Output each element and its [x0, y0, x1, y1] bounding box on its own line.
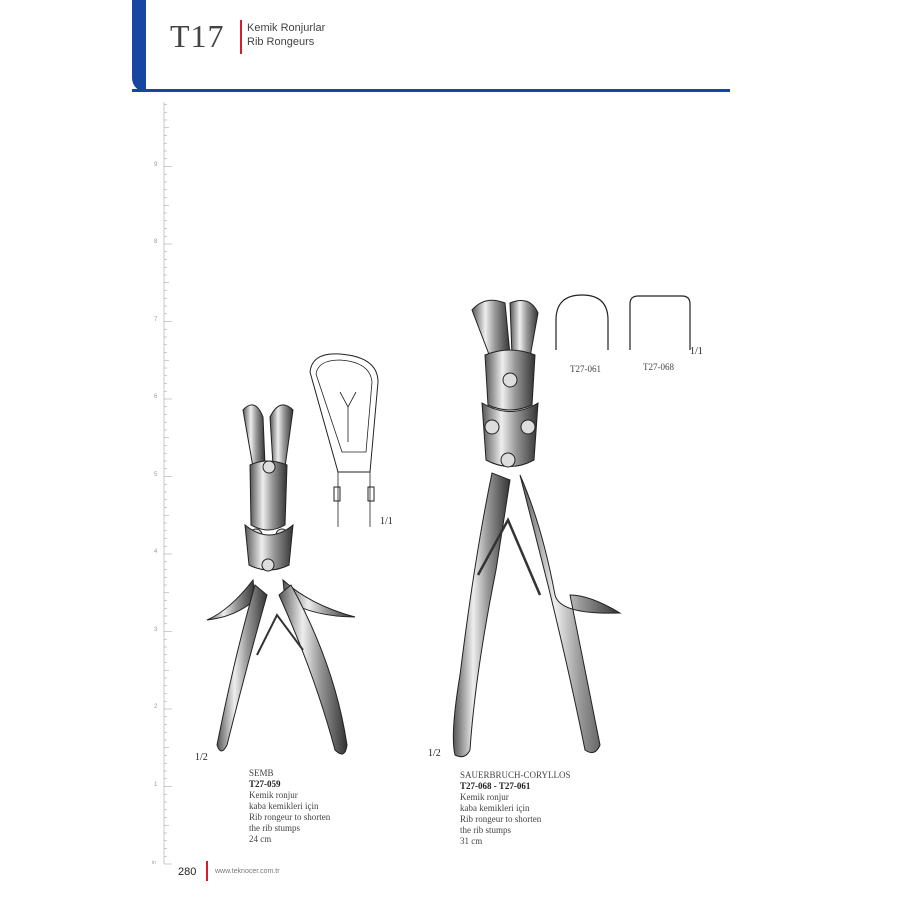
semb-tip-detail-drawing — [300, 352, 390, 532]
ruler-label: 9 — [154, 161, 158, 168]
sauerbruch-line: the rib stumps — [460, 825, 511, 835]
jaw-scale: 1/1 — [690, 346, 703, 357]
inch-ruler — [150, 102, 170, 872]
sauerbruch-line: Kemik ronjur — [460, 792, 509, 802]
sauerbruch-code: T27-068 - T27-061 — [460, 781, 531, 791]
semb-line: kaba kemikleri için — [249, 801, 319, 811]
ruler-label: 2 — [154, 704, 158, 710]
semb-line: the rib stumps — [249, 823, 300, 833]
jaw-a-code: T27-061 — [570, 364, 601, 374]
sauerbruch-caption — [460, 770, 571, 847]
section-title-tr: Kemik Ronjurlar — [247, 22, 326, 34]
section-code: T17 — [170, 18, 225, 54]
section-title-en: Rib Rongeurs — [247, 36, 315, 48]
semb-tip-scale: 1/1 — [380, 516, 393, 527]
semb-name: SEMB — [249, 768, 274, 778]
semb-caption — [249, 768, 330, 845]
semb-scale: 1/2 — [195, 752, 208, 763]
ruler-label: 6 — [154, 394, 158, 400]
page-number: 280 — [178, 866, 197, 878]
ruler-label: 7 — [154, 316, 158, 323]
sauerbruch-line: 31 cm — [460, 836, 483, 846]
header-blue-tab — [132, 0, 146, 92]
jaw-b-code: T27-068 — [643, 362, 674, 372]
sauerbruch-name: SAUERBRUCH-CORYLLOS — [460, 770, 571, 780]
sauerbruch-line: Rib rongeur to shorten — [460, 814, 542, 824]
semb-code: T27-059 — [249, 779, 281, 789]
sauerbruch-line: kaba kemikleri için — [460, 803, 530, 813]
footer-red-divider — [206, 861, 208, 881]
header-rule — [132, 89, 730, 92]
ruler-label: 3 — [154, 626, 158, 633]
semb-line: Kemik ronjur — [249, 790, 298, 800]
ruler-label: 8 — [154, 239, 158, 245]
ruler-label: 4 — [154, 549, 158, 555]
ruler-label: 1 — [154, 781, 158, 788]
semb-line: Rib rongeur to shorten — [249, 812, 331, 822]
sauerbruch-scale: 1/2 — [428, 748, 441, 759]
ruler-unit: in — [152, 860, 156, 866]
jaw-profile-drawings — [550, 290, 700, 360]
header-red-divider — [240, 20, 242, 54]
ruler-label: 5 — [154, 471, 158, 478]
footer-url[interactable]: www.teknocer.com.tr — [215, 868, 280, 875]
semb-line: 24 cm — [249, 834, 272, 844]
